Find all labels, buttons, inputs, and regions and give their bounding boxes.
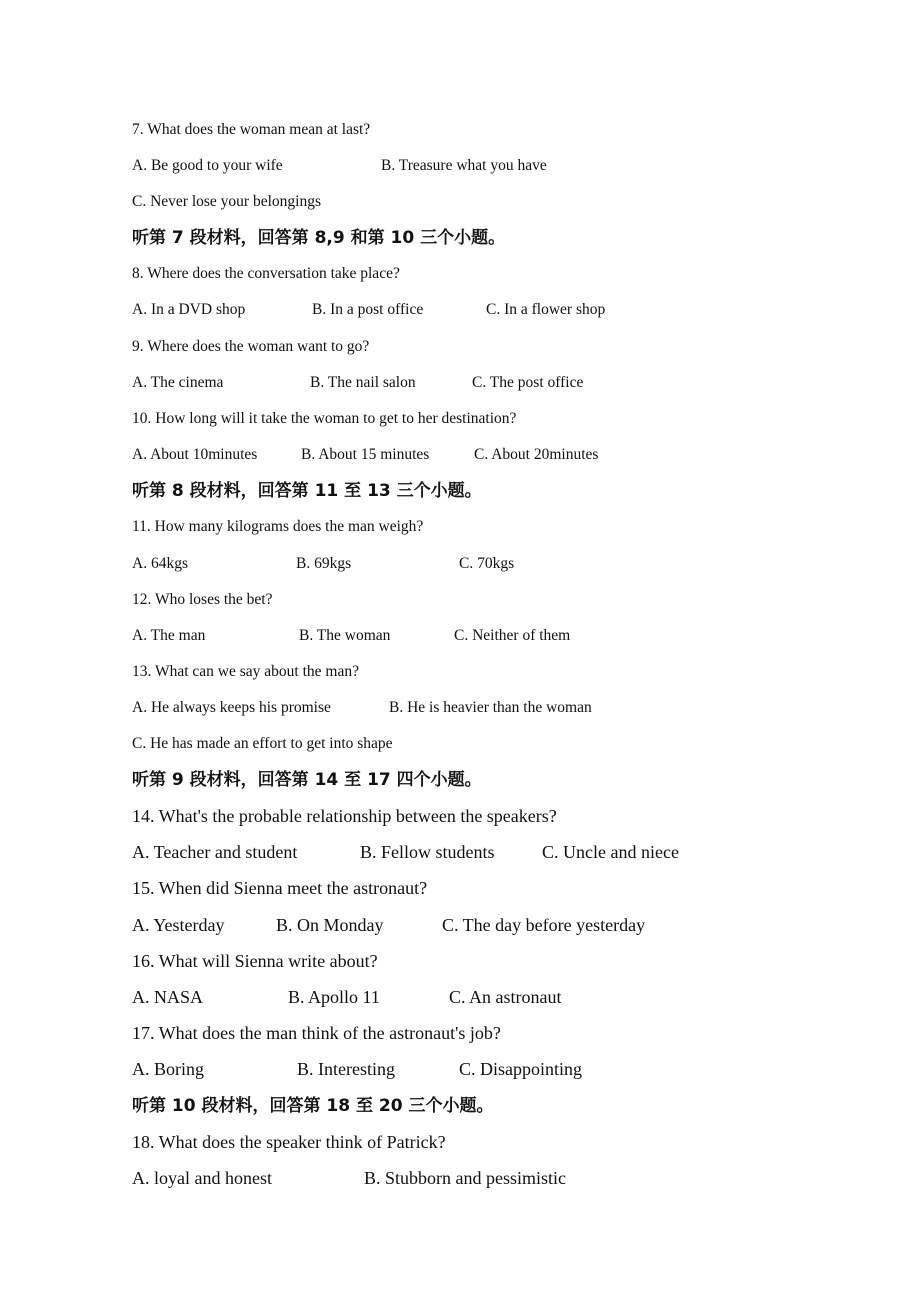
section-header-10: 听第 10 段材料，回答第 18 至 20 三个小题。	[132, 1096, 494, 1116]
question-8-option-b: B. In a post office	[312, 301, 424, 318]
question-9-option-c: C. The post office	[472, 374, 584, 391]
question-14-option-c: C. Uncle and niece	[542, 842, 679, 862]
question-12-option-c: C. Neither of them	[454, 627, 571, 644]
question-16: 16. What will Sienna write about?	[132, 951, 378, 971]
question-11-option-b: B. 69kgs	[296, 555, 352, 572]
question-9-option-b: B. The nail salon	[310, 374, 416, 391]
question-12-option-a: A. The man	[132, 627, 206, 644]
question-14: 14. What's the probable relationship between the speakers?	[132, 806, 557, 826]
question-15: 15. When did Sienna meet the astronaut?	[132, 878, 428, 898]
question-18: 18. What does the speaker think of Patrick?	[132, 1132, 446, 1152]
question-17-option-b: B. Interesting	[297, 1059, 395, 1079]
question-16-option-a: A. NASA	[132, 987, 204, 1007]
question-13-option-c: C. He has made an effort to get into shape	[132, 735, 393, 752]
question-11-option-c: C. 70kgs	[459, 555, 515, 572]
question-15-option-c: C. The day before yesterday	[442, 915, 646, 935]
section-header-7: 听第 7 段材料，回答第 8,9 和第 10 三个小题。	[132, 228, 506, 248]
section-header-9: 听第 9 段材料，回答第 14 至 17 四个小题。	[132, 770, 482, 790]
question-17-option-c: C. Disappointing	[459, 1059, 583, 1079]
question-9: 9. Where does the woman want to go?	[132, 338, 370, 355]
question-11: 11. How many kilograms does the man weigh?	[132, 518, 424, 535]
question-7-option-c: C. Never lose your belongings	[132, 193, 321, 210]
question-8-option-c: C. In a flower shop	[486, 301, 606, 318]
question-14-option-b: B. Fellow students	[360, 842, 495, 862]
section-header-8: 听第 8 段材料，回答第 11 至 13 三个小题。	[132, 481, 482, 501]
question-16-option-b: B. Apollo 11	[288, 987, 380, 1007]
question-8: 8. Where does the conversation take place?	[132, 265, 400, 282]
question-18-option-b: B. Stubborn and pessimistic	[364, 1168, 566, 1188]
question-10-option-c: C. About 20minutes	[474, 446, 599, 463]
question-15-option-a: A. Yesterday	[132, 915, 225, 935]
question-13-option-a: A. He always keeps his promise	[132, 699, 331, 716]
question-12: 12. Who loses the bet?	[132, 591, 273, 608]
question-15-option-b: B. On Monday	[276, 915, 384, 935]
question-10-option-a: A. About 10minutes	[132, 446, 258, 463]
question-13: 13. What can we say about the man?	[132, 663, 359, 680]
question-7: 7. What does the woman mean at last?	[132, 121, 371, 138]
question-7-option-a: A. Be good to your wife	[132, 157, 283, 174]
question-11-option-a: A. 64kgs	[132, 555, 188, 572]
question-17-option-a: A. Boring	[132, 1059, 204, 1079]
question-14-option-a: A. Teacher and student	[132, 842, 298, 862]
question-8-option-a: A. In a DVD shop	[132, 301, 246, 318]
question-16-option-c: C. An astronaut	[449, 987, 562, 1007]
question-12-option-b: B. The woman	[299, 627, 391, 644]
question-7-option-b: B. Treasure what you have	[381, 157, 547, 174]
question-10: 10. How long will it take the woman to get to her destination?	[132, 410, 517, 427]
question-10-option-b: B. About 15 minutes	[301, 446, 430, 463]
question-9-option-a: A. The cinema	[132, 374, 224, 391]
question-17: 17. What does the man think of the astronaut's job?	[132, 1023, 501, 1043]
question-13-option-b: B. He is heavier than the woman	[389, 699, 592, 716]
question-18-option-a: A. loyal and honest	[132, 1168, 272, 1188]
